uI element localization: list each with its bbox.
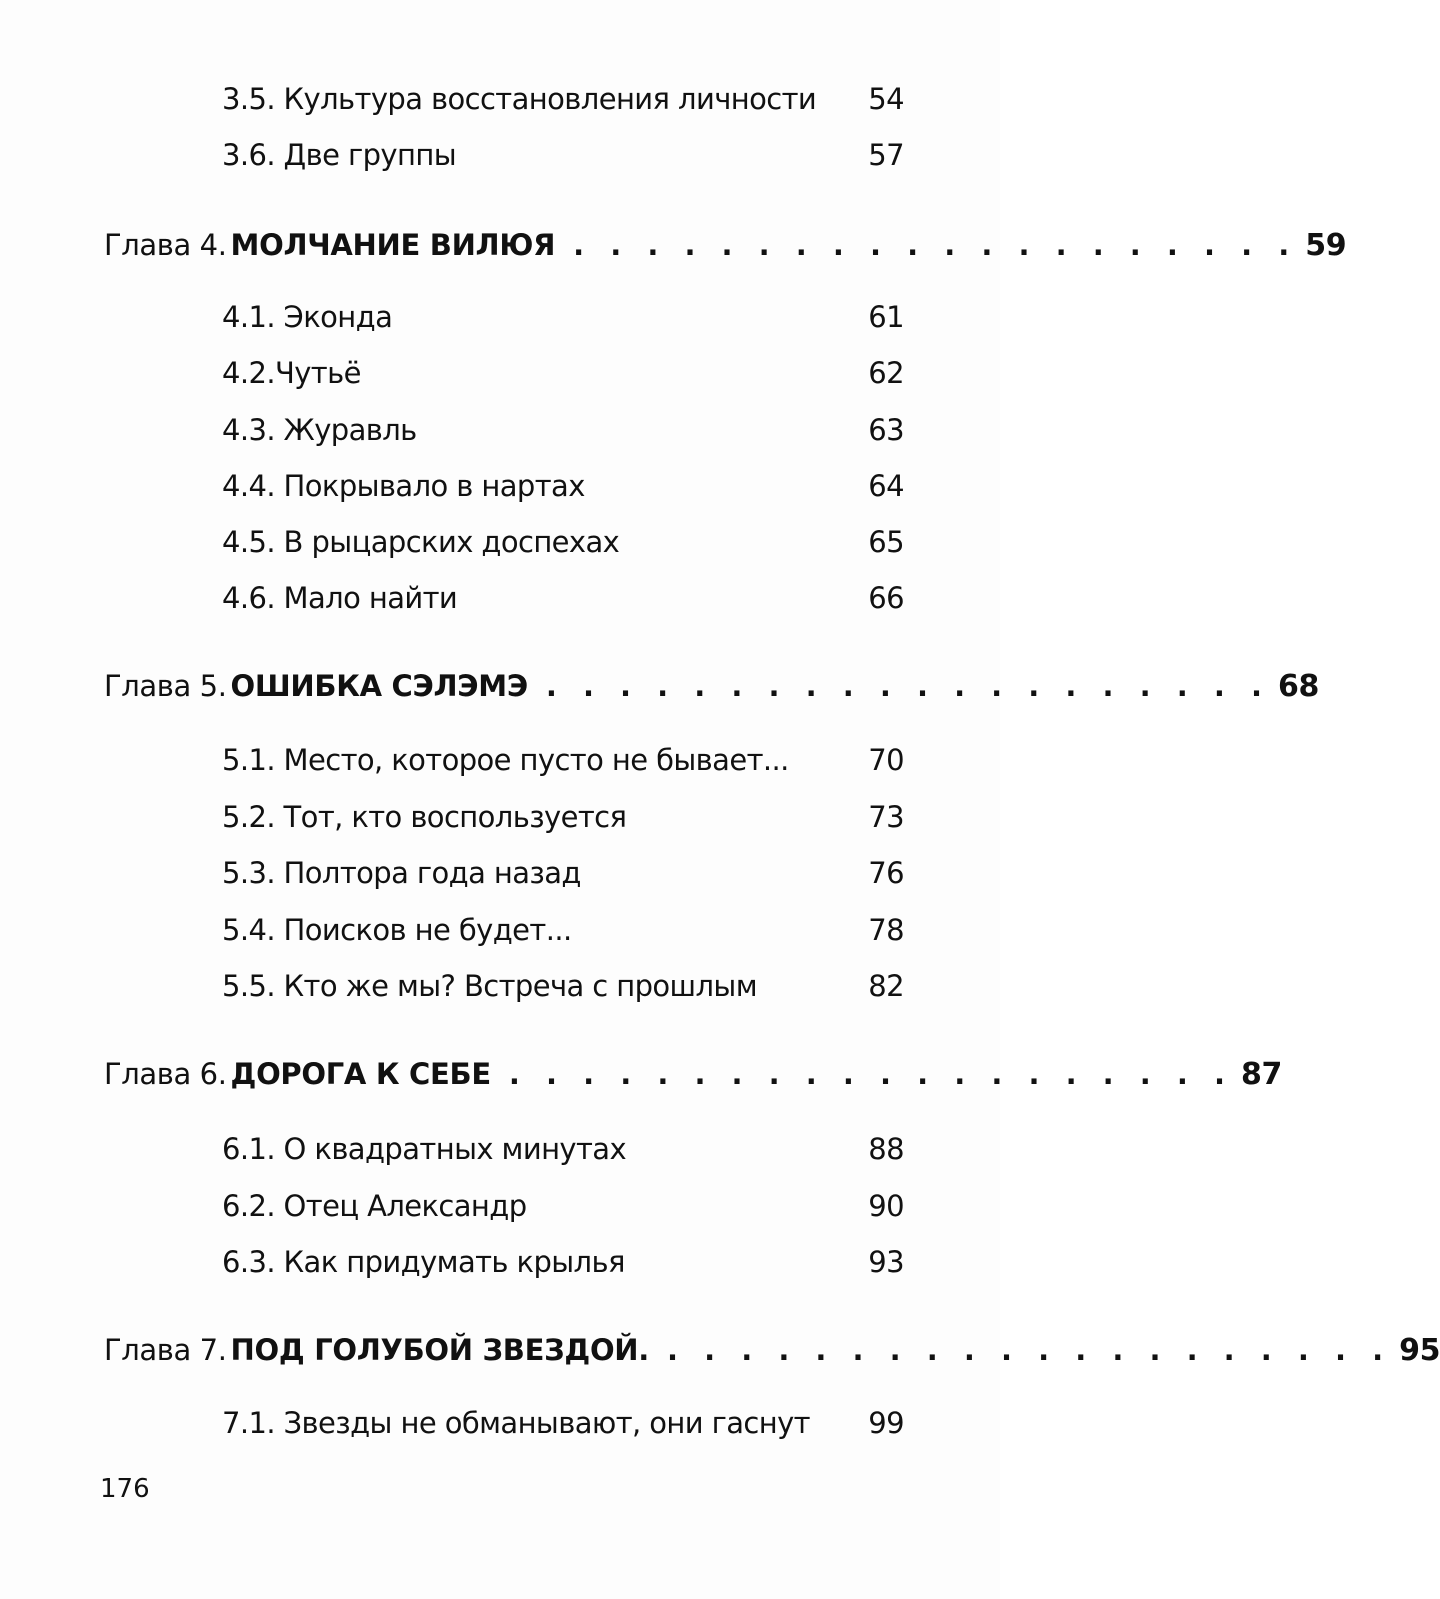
chapter-title: ОШИБКА СЭЛЭМЭ [230,669,528,703]
dot-leader: . . . . . . . . . . . . . . . . . . . . [573,228,1298,262]
toc-entry-page: 54 [868,82,904,116]
toc-entry-title: 5.3. Полтора года назад [222,856,581,890]
toc-entry-title: 6.2. Отец Александр [222,1189,527,1223]
toc-entry [222,581,904,615]
chapter-page: 95 [1399,1333,1440,1368]
toc-entry [222,969,904,1003]
toc-entry [222,525,904,559]
toc-entry [222,138,904,172]
toc-entry-page: 63 [868,413,904,447]
toc-entry-page: 65 [868,525,904,559]
toc-chapter [104,228,1347,263]
chapter-page: 87 [1241,1057,1282,1092]
toc-entry [222,1245,904,1279]
toc-entry-title: 4.2.Чутьё [222,356,361,390]
toc-entry [222,856,904,890]
toc-entry-page: 57 [868,138,904,172]
chapter-title: ПОД ГОЛУБОЙ ЗВЕЗДОЙ. [230,1333,649,1367]
dot-leader: . . . . . . . . . . . . . . . . . . . . [545,669,1270,703]
toc-entry-page: 82 [868,969,904,1003]
toc-entry-page: 93 [868,1245,904,1279]
toc-entry-title: 4.6. Мало найти [222,581,458,615]
toc-entry-page: 70 [868,743,904,777]
toc-entry-page: 61 [868,300,904,334]
chapter-title: МОЛЧАНИЕ ВИЛЮЯ [230,228,556,262]
toc-entry-page: 88 [868,1132,904,1166]
toc-entry-page: 99 [868,1406,904,1440]
toc-entry-title: 5.1. Место, которое пусто не бывает... [222,743,789,777]
toc-entry [222,1189,904,1223]
toc-entry-title: 5.2. Тот, кто воспользуется [222,800,627,834]
toc-entry-title: 4.4. Покрывало в нартах [222,469,585,503]
toc-entry-title: 6.3. Как придумать крылья [222,1245,625,1279]
toc-entry-title: 4.5. В рыцарских доспехах [222,525,620,559]
toc-entry [222,469,904,503]
dot-leader: . . . . . . . . . . . . . . . . . . . . [666,1333,1392,1367]
toc-entry [222,413,904,447]
toc-entry-page: 66 [868,581,904,615]
toc-entry [222,800,904,834]
toc-entry-page: 73 [868,800,904,834]
toc-entry-title: 4.3. Журавль [222,413,417,447]
toc-entry [222,743,904,777]
toc-entry [222,1406,904,1440]
chapter-title: ДОРОГА К СЕБЕ [230,1057,491,1091]
chapter-label: Глава 5. [104,669,227,703]
toc-entry [222,356,904,390]
dot-leader: . . . . . . . . . . . . . . . . . . . . [508,1057,1234,1091]
toc-entry [222,913,904,947]
chapter-page: 59 [1305,228,1347,263]
toc-entry-page: 78 [868,913,904,947]
toc-entry-title: 5.4. Поисков не будет... [222,913,572,947]
toc-entry-title: 7.1. Звезды не обманывают, они гаснут [222,1406,810,1440]
toc-entry-page: 90 [868,1189,904,1223]
toc-entry-title: 5.5. Кто же мы? Встреча с прошлым [222,969,757,1003]
toc-entry-page: 64 [868,469,904,503]
toc-chapter [104,1057,1282,1092]
toc-entry-title: 6.1. О квадратных минутах [222,1132,627,1166]
chapter-page: 68 [1278,669,1319,704]
toc-entry [222,82,904,116]
chapter-label: Глава 7. [104,1333,227,1367]
toc-chapter [104,669,1319,704]
toc-entry-page: 76 [868,856,904,890]
toc-entry-title: 3.6. Две группы [222,138,456,172]
toc-entry-title: 3.5. Культура восстановления личности [222,82,817,116]
toc-entry-page: 62 [868,356,904,390]
page-number: 176 [100,1474,150,1504]
toc-chapter [104,1333,1440,1368]
toc-entry [222,1132,904,1166]
chapter-label: Глава 4. [104,228,227,262]
chapter-label: Глава 6. [104,1057,227,1091]
toc-entry-title: 4.1. Эконда [222,300,393,334]
toc-entry [222,300,904,334]
